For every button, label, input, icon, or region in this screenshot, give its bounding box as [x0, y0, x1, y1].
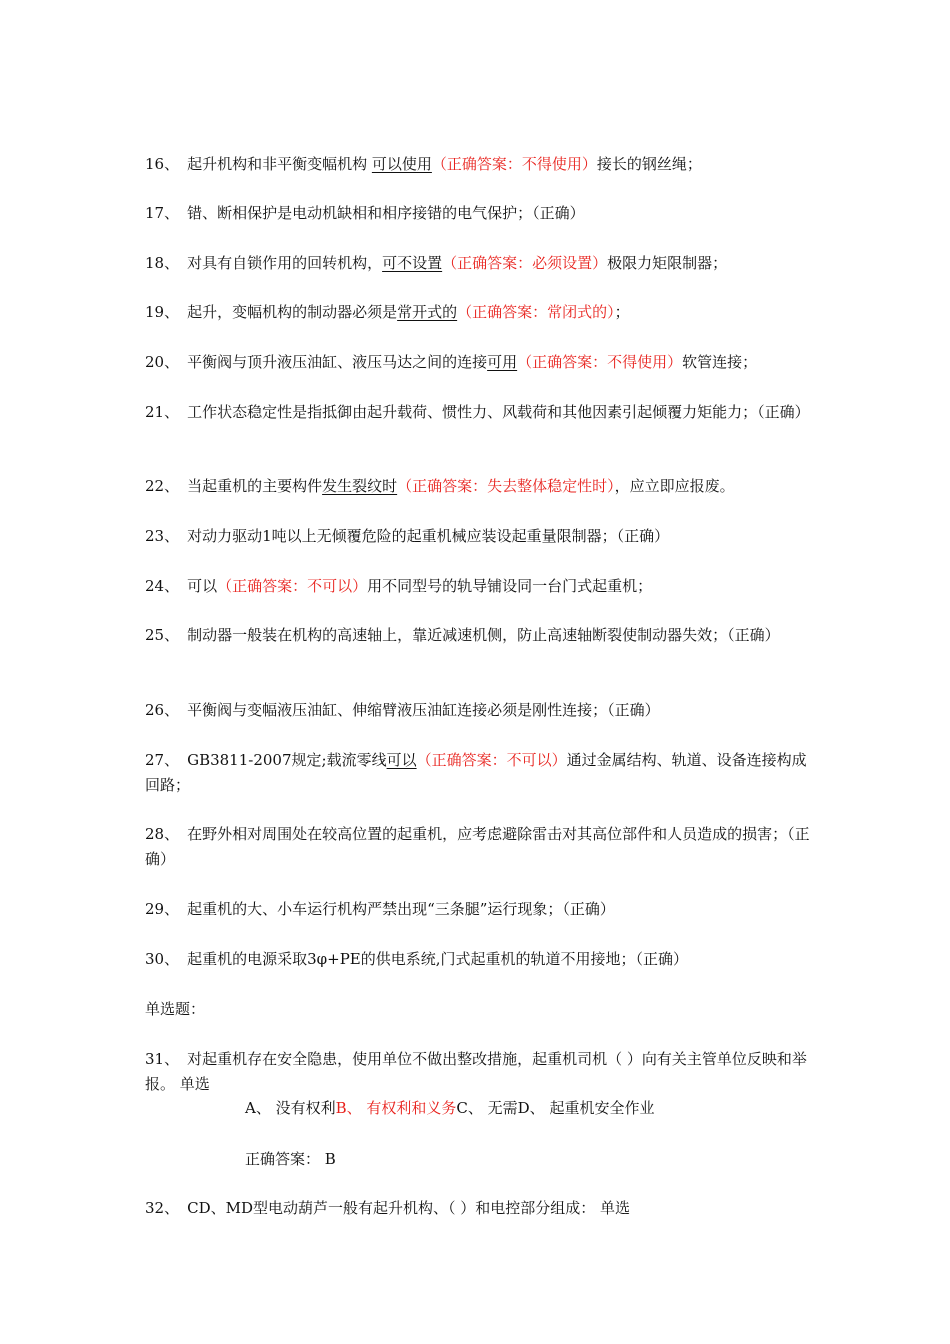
- correct-answer: （正确答案：失去整体稳定性时）: [397, 477, 615, 495]
- question-text: CD、MD型电动葫芦一般有起升机构、（ ）和电控部分组成： 单选: [187, 1199, 631, 1217]
- statement-text: 制动器一般装在机构的高速轴上，靠近减速机侧，防止高速轴断裂使制动器失效；（正确）: [187, 626, 780, 644]
- item-number: 18、: [145, 254, 180, 272]
- statement-text: 对具有自锁作用的回转机构，: [187, 254, 383, 272]
- statement-20: [145, 350, 820, 375]
- item-number: 19、: [145, 303, 180, 321]
- option-d: D、 起重机安全作业: [517, 1099, 655, 1117]
- correct-answer: （正确答案：常闭式的）: [457, 303, 615, 321]
- option-b: B、 有权利和义务: [335, 1099, 457, 1117]
- section-title: 单选题：: [145, 1000, 206, 1018]
- statement-text: 起重机的电源采取3φ+PE的供电系统,门式起重机的轨道不用接地；（正确）: [187, 950, 689, 968]
- item-number: 17、: [145, 204, 180, 222]
- question-31: [145, 1047, 820, 1097]
- item-number: 22、: [145, 477, 180, 495]
- wrong-phrase: 发生裂纹时: [322, 477, 398, 495]
- statement-text: 工作状态稳定性是指抵御由起升载荷、惯性力、风载荷和其他因素引起倾覆力矩能力；（正确）: [187, 403, 810, 421]
- correct-answer: （正确答案：不可以）: [217, 577, 368, 595]
- option-c: C、 无需: [456, 1099, 518, 1117]
- statement-text-end: 用不同型号的轨导铺设同一台门式起重机；: [367, 577, 653, 595]
- wrong-phrase: 可以使用: [371, 155, 432, 173]
- statement-text-end: 通过金属结构、轨道、设备连接构成回路；: [145, 751, 807, 794]
- wrong-phrase: 可用: [487, 353, 518, 371]
- wrong-phrase: 常开式的: [397, 303, 458, 321]
- statement-text: 当起重机的主要构件: [187, 477, 323, 495]
- statement-text: 起升，变幅机构的制动器必须是: [187, 303, 398, 321]
- statement-text: 可以: [187, 577, 218, 595]
- item-number: 20、: [145, 353, 180, 371]
- statement-text: 起升机构和非平衡变幅机构: [187, 155, 372, 173]
- statement-text-end: 软管连接；: [682, 353, 758, 371]
- statement-text: 对动力驱动1吨以上无倾覆危险的起重机械应装设起重量限制器；（正确）: [187, 527, 670, 545]
- statement-24: [145, 574, 820, 599]
- item-number: 24、: [145, 577, 180, 595]
- item-number: 26、: [145, 701, 180, 719]
- statement-25: [145, 623, 820, 648]
- statement-text-end: 接长的钢丝绳；: [596, 155, 702, 173]
- correct-answer: （正确答案：不可以）: [416, 751, 567, 769]
- statement-22: [145, 474, 820, 499]
- statement-text: 平衡阀与顶升液压油缸、液压马达之间的连接: [187, 353, 488, 371]
- statement-text: 错、断相保护是电动机缺相和相序接错的电气保护；（正确）: [187, 204, 585, 222]
- statement-27: [145, 748, 820, 798]
- item-number: 29、: [145, 900, 180, 918]
- statement-17: [145, 201, 820, 226]
- statement-18: [145, 251, 820, 276]
- statement-text: 在野外相对周围处在较高位置的起重机，应考虑避除雷击对其高位部件和人员造成的损害；（正确）: [145, 825, 810, 868]
- option-a: A、 没有权利: [245, 1099, 336, 1117]
- wrong-phrase: 可以: [386, 751, 417, 769]
- statement-21: [145, 400, 820, 425]
- item-number: 23、: [145, 527, 180, 545]
- statement-text: 平衡阀与变幅液压油缸、伸缩臂液压油缸连接必须是刚性连接；（正确）: [187, 701, 660, 719]
- statement-29: [145, 897, 820, 922]
- correct-answer: （正确答案：不得使用）: [431, 155, 597, 173]
- wrong-phrase: 可不设置: [382, 254, 443, 272]
- statement-23: [145, 524, 820, 549]
- statement-28: [145, 822, 820, 872]
- question-31-answer: 正确答案： B: [245, 1150, 336, 1168]
- correct-answer: （正确答案：不得使用）: [517, 353, 683, 371]
- item-number: 16、: [145, 155, 180, 173]
- item-number: 31、: [145, 1050, 180, 1068]
- item-number: 30、: [145, 950, 180, 968]
- statement-26: [145, 698, 820, 723]
- statement-text-end: 极限力矩限制器；: [607, 254, 728, 272]
- statement-30: [145, 947, 820, 972]
- item-number: 21、: [145, 403, 180, 421]
- correct-answer: （正确答案：必须设置）: [442, 254, 608, 272]
- statement-16: [145, 152, 820, 177]
- item-number: 27、: [145, 751, 180, 769]
- item-number: 25、: [145, 626, 180, 644]
- item-number: 28、: [145, 825, 180, 843]
- question-31-options: [245, 1096, 845, 1121]
- statement-19: [145, 300, 820, 325]
- question-32: [145, 1196, 820, 1221]
- statement-text-end: ；: [614, 303, 630, 321]
- item-number: 32、: [145, 1199, 180, 1217]
- question-text: 对起重机存在安全隐患，使用单位不做出整改措施，起重机司机（ ）向有关主管单位反映和举报。 单选: [145, 1050, 807, 1093]
- statement-text: 起重机的大、小车运行机构严禁出现“三条腿”运行现象；（正确）: [187, 900, 615, 918]
- statement-text-end: ，应立即应报废。: [614, 477, 735, 495]
- statement-text: GB3811-2007规定;载流零线: [187, 751, 387, 769]
